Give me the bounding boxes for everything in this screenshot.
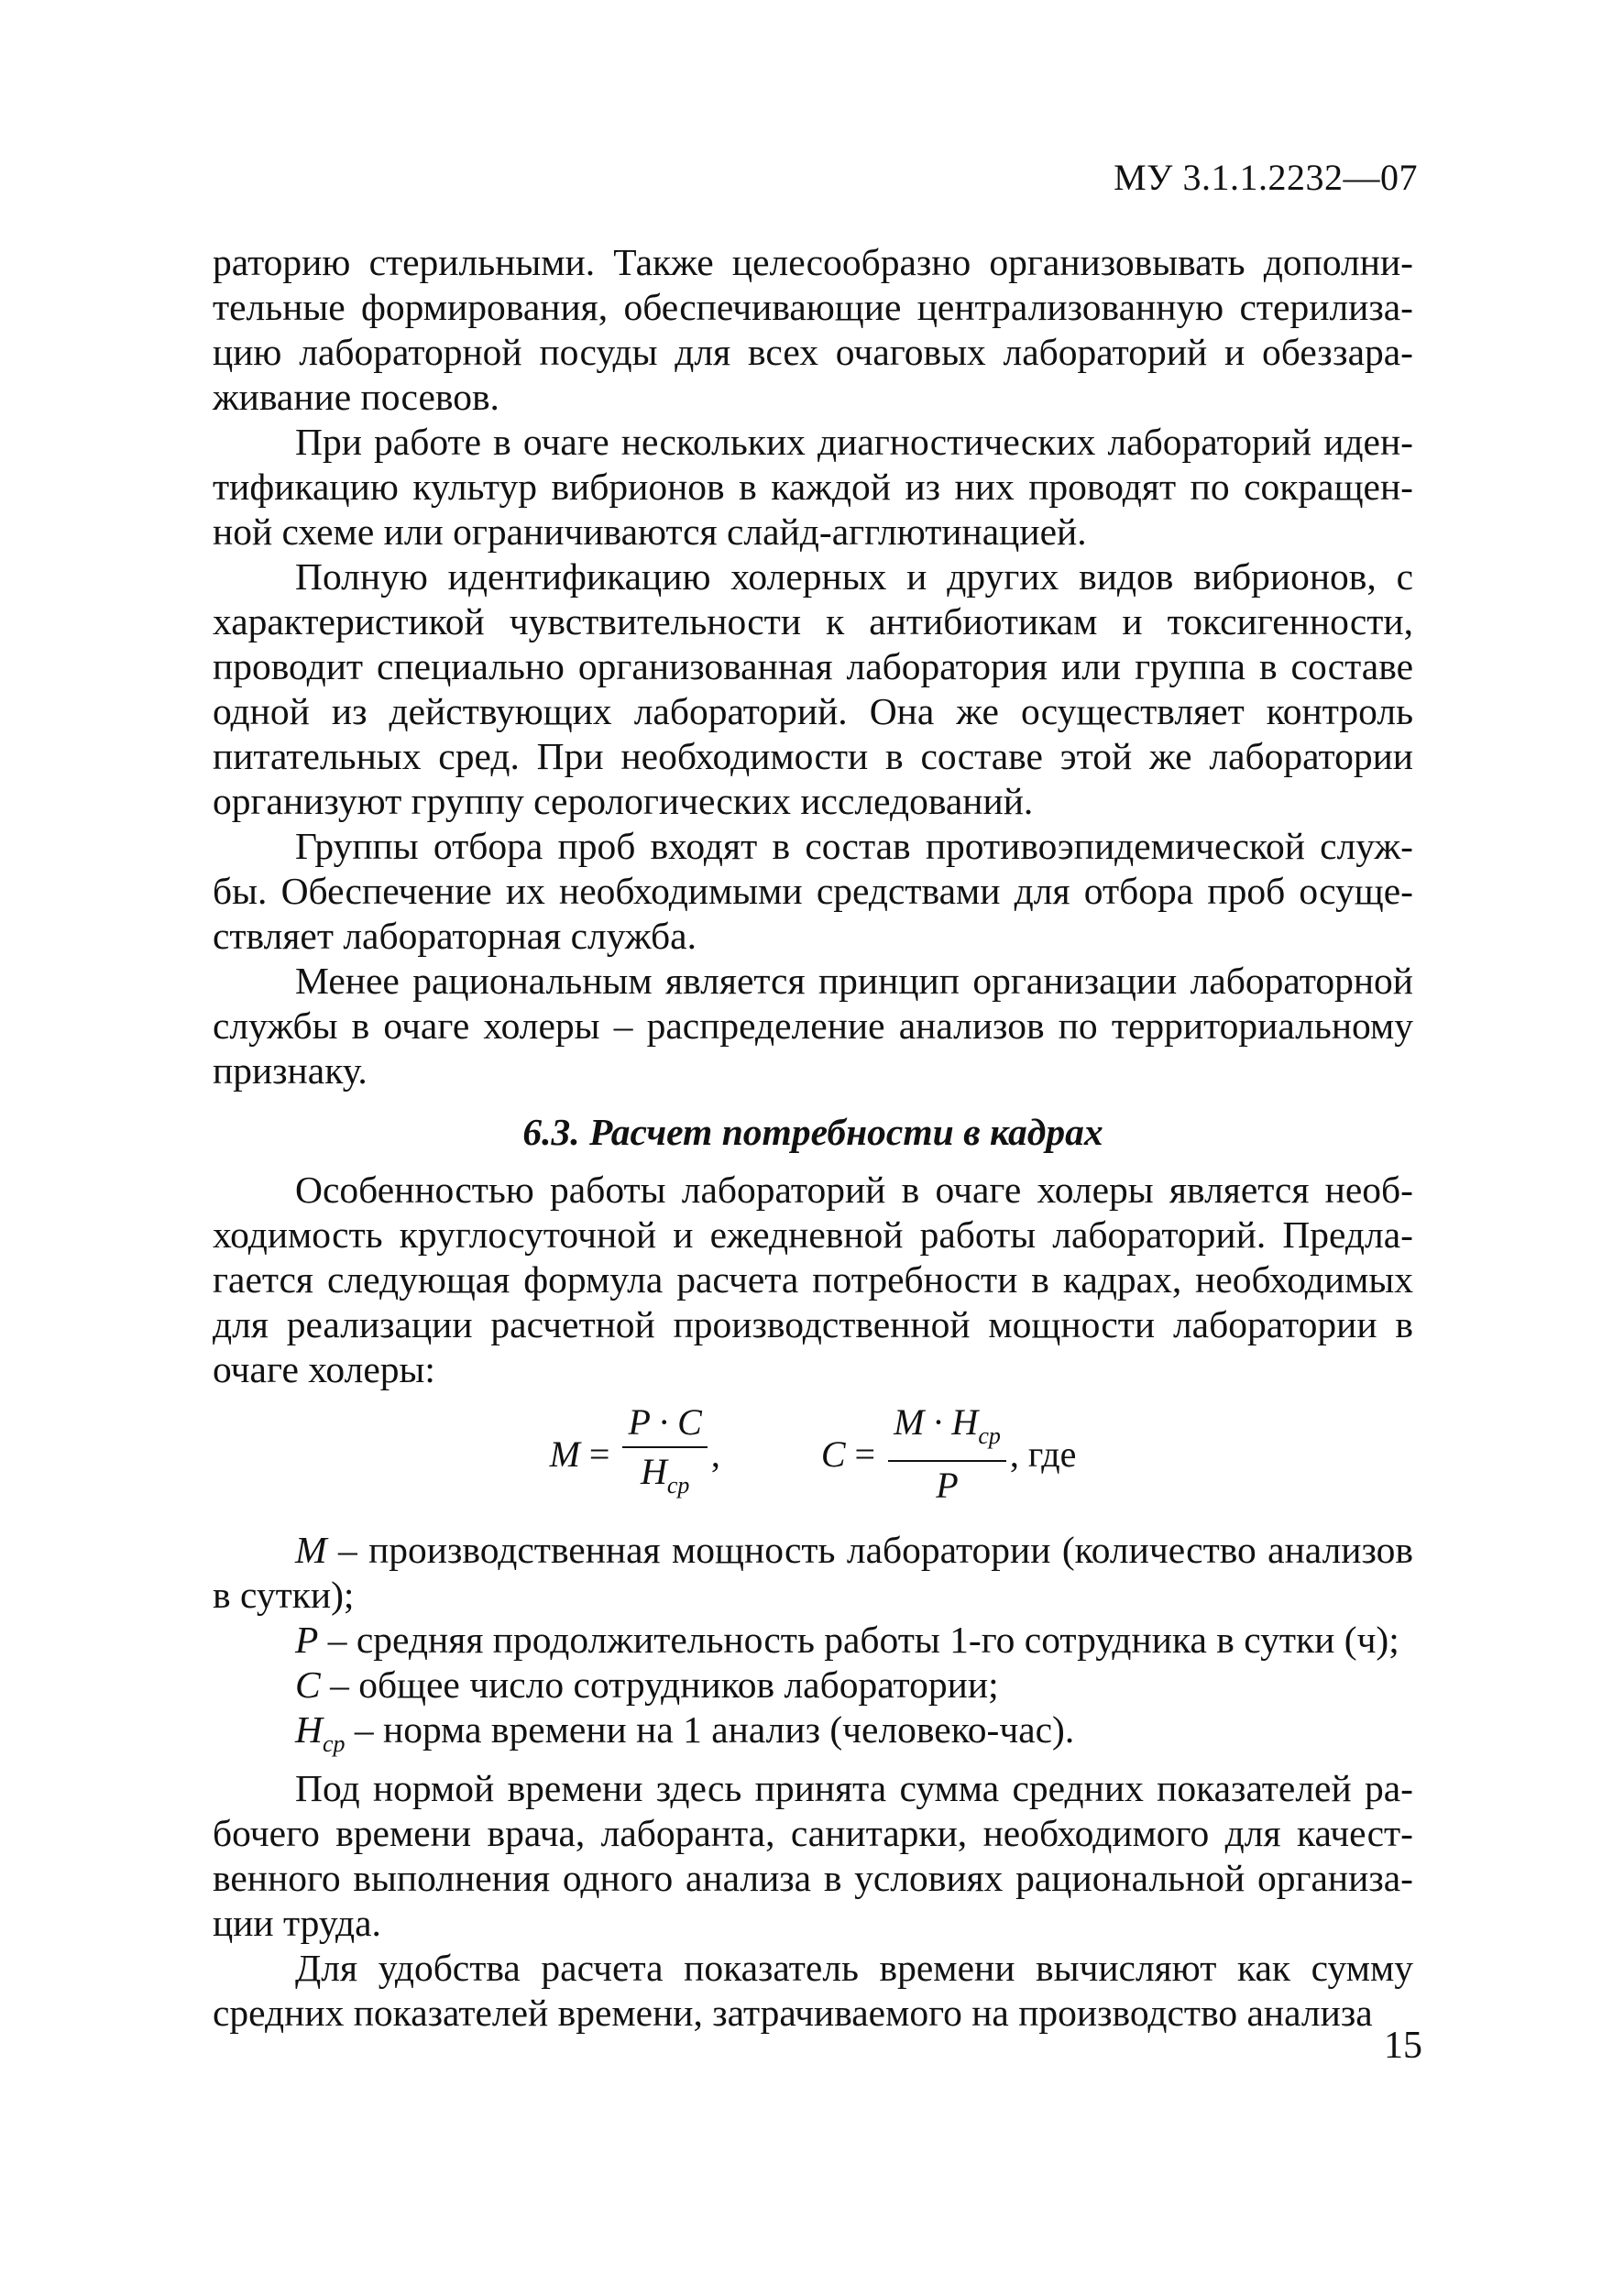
definition-text: – производственная мощность лаборатории (количество анализов в сутки);: [213, 1529, 1413, 1616]
paragraph: Под нормой времени здесь принята сумма средних показателей рабочего времени врача, лаборанта, санитарки, необходимого для качественного выполнения одного анализа в условиях рациональной организации труда.: [213, 1767, 1413, 1944]
formula-m-lhs: M: [549, 1433, 580, 1475]
definition-text: – общее число сотрудников лаборатории;: [320, 1664, 999, 1706]
formula-m-numerator: P · C: [622, 1400, 707, 1448]
formula-m: [550, 1400, 720, 1508]
equals-sign: =: [588, 1433, 610, 1475]
formula-c-fraction: [888, 1400, 1006, 1508]
definition-h: [213, 1707, 1413, 1766]
paragraph: При работе в очаге нескольких диагностических лабораторий идентификацию культур вибрионов в каждой из них проводят по сокращенной схеме или ограничиваются слайд-агглютинацией.: [213, 421, 1413, 553]
definition-m: [213, 1528, 1413, 1618]
formula-c-numerator: [888, 1400, 1006, 1462]
formula-c-num-subscript: ср: [978, 1422, 1001, 1449]
formula-m-comma: ,: [710, 1433, 720, 1475]
definition-symbol: C: [295, 1664, 321, 1706]
definition-text: – норма времени на 1 анализ (человеко-час).: [345, 1708, 1075, 1751]
formula-block: [213, 1398, 1413, 1510]
paragraph: Группы отбора проб входят в состав противоэпидемической службы. Обеспечение их необходимыми средствами для отбора проб осуществляет лабораторная служба.: [213, 825, 1413, 957]
formula-m-den-subscript: ср: [666, 1471, 690, 1499]
formula-m-fraction: [622, 1400, 707, 1508]
definition-symbol: P: [295, 1619, 319, 1661]
formula-m-den-symbol: H: [640, 1450, 667, 1492]
page-number: 15: [1384, 2025, 1422, 2067]
formula-c-where: , где: [1009, 1433, 1077, 1475]
paragraph: Для удобства расчета показатель времени вычисляют как сумму средних показателей времени, затрачиваемого на производство анализа: [213, 1947, 1413, 2034]
formula-m-denominator: [635, 1448, 695, 1508]
formula-c-num-symbol: M · H: [894, 1400, 979, 1443]
document-code-header: МУ 3.1.1.2232—07: [1114, 157, 1418, 198]
definition-symbol: M: [295, 1529, 327, 1571]
paragraph: Полную идентификацию холерных и других видов вибрионов, с характеристикой чувствительности к антибиотикам и токсигенности, проводит специально организованная лаборатория или группа в составе одной из действующих лабораторий. Она же осуществляет контроль питательных сред. При необходимости в составе этой же лаборатории организуют группу серологических исследований.: [213, 555, 1413, 822]
definition-p: [213, 1618, 1413, 1663]
formula-c-denominator: P: [936, 1464, 959, 1506]
definition-symbol: H: [295, 1708, 323, 1751]
equals-sign: =: [854, 1433, 876, 1475]
intro-paragraph: Особенностью работы лабораторий в очаге холеры является необходимость круглосуточной и ежедневной работы лабораторий. Предлагается следующая формула расчета потребности в кадрах, необходимых для реализации расчетной производственной мощности лаборатории в очаге холеры:: [213, 1169, 1413, 1390]
definition-text: – средняя продолжительность работы 1-го сотрудника в сутки (ч);: [318, 1619, 1399, 1661]
definition-subscript: ср: [322, 1730, 346, 1757]
formula-c-lhs: C: [820, 1433, 846, 1475]
paragraph: Менее рациональным является принцип организации лабораторной службы в очаге холеры – распределение анализов по территориальному признаку.: [213, 960, 1413, 1092]
section-heading: 6.3. Расчет потребности в кадрах: [522, 1111, 1103, 1153]
document-body: [213, 240, 1413, 2036]
formula-c: [821, 1400, 1077, 1508]
paragraph-continued: раторию стерильными. Также целесообразно организовывать дополнительные формирования, обеспечивающие централизованную стерилизацию лабораторной посуды для всех очаговых лабораторий и обеззараживание посевов.: [213, 241, 1413, 418]
definition-c: [213, 1663, 1413, 1707]
